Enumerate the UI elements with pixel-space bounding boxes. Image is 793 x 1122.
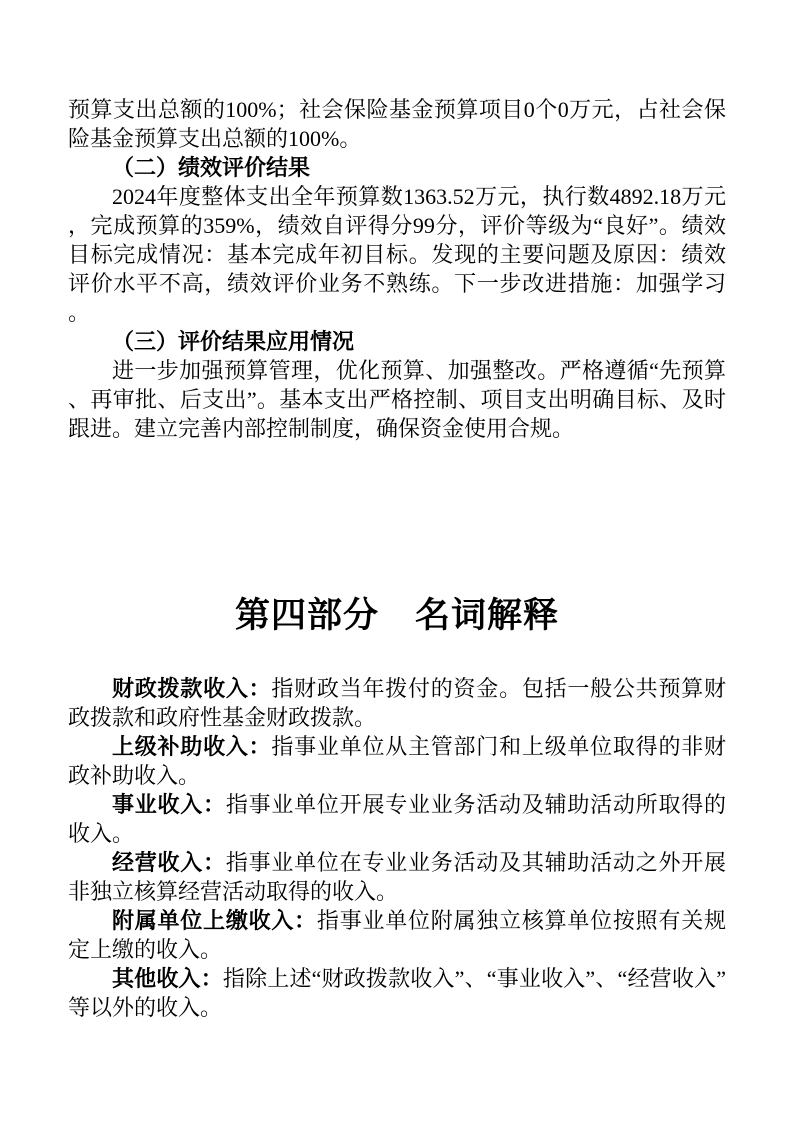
- definition-item-affiliated-unit-remittance-income: [68, 906, 726, 964]
- definition-item-fiscal-appropriation-income: [68, 674, 726, 732]
- definition-item-other-income: [68, 964, 726, 1022]
- definition-term: 其他收入：: [112, 966, 223, 991]
- definition-term: 上级补助收入：: [112, 734, 272, 759]
- definition-term: 经营收入：: [112, 850, 226, 875]
- part-title: 第四部分 名词解释: [234, 596, 559, 635]
- definition-term: 事业收入：: [112, 792, 226, 817]
- definition-text: 指事业单位开展专业业务活动及辅助活动所取得的收入。: [68, 792, 726, 846]
- section-body-evaluation-result-application: 进一步加强预算管理，优化预算、加强整改。严格遵循“先预算、再审批、后支出”。基本支出严格控制、项目支出明确目标、及时跟进。建立完善内部控制制度，确保资金使用合规。: [68, 358, 726, 441]
- paragraph-continuation: 预算支出总额的100%；社会保险基金预算项目0个0万元，占社会保险基金预算支出总额的100%。: [68, 97, 726, 151]
- definition-text: 指事业单位在专业业务活动及其辅助活动之外开展非独立核算经营活动取得的收入。: [68, 850, 726, 904]
- definition-term: 财政拨款收入：: [112, 676, 272, 701]
- definition-item-superior-subsidy-income: [68, 732, 726, 790]
- definition-item-business-income: [68, 848, 726, 906]
- definition-text: 指事业单位附属独立核算单位按照有关规定上缴的收入。: [68, 908, 726, 962]
- section-heading-evaluation-result-application: （三）评价结果应用情况: [112, 329, 355, 354]
- section-body-performance-evaluation-result: 2024年度整体支出全年预算数1363.52万元，执行数4892.18万元，完成预算的359%，绩效自评得分99分，评价等级为“良好”。绩效目标完成情况：基本完成年初目标。发现的主要问题及原因：绩效评价水平不高，绩效评价业务不熟练。下一步改进措施：加强学习。: [68, 184, 726, 325]
- definition-text: 指除上述“财政拨款收入”、“事业收入”、“经营收入”等以外的收入。: [68, 966, 726, 1020]
- definition-term: 附属单位上缴收入：: [112, 908, 317, 933]
- definition-item-operational-income: [68, 790, 726, 848]
- section-heading-performance-evaluation-result: （二）绩效评价结果: [112, 155, 311, 180]
- definitions-list: [68, 674, 726, 1022]
- definition-text: 指事业单位从主管部门和上级单位取得的非财政补助收入。: [68, 734, 726, 788]
- definition-text: 指财政当年拨付的资金。包括一般公共预算财政拨款和政府性基金财政拨款。: [68, 676, 726, 730]
